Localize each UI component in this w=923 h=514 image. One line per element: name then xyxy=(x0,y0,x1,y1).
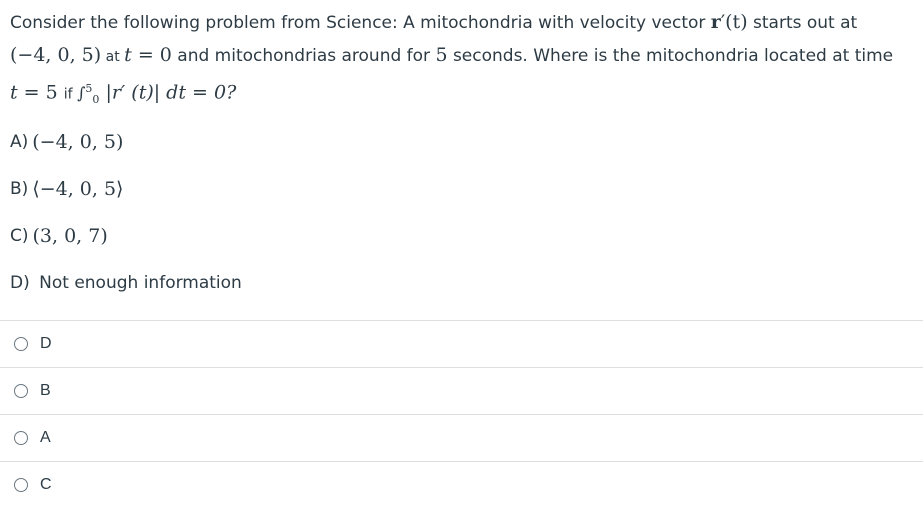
choice-a xyxy=(10,118,242,165)
answer-label: A xyxy=(40,429,51,446)
radio-button[interactable] xyxy=(14,431,28,445)
question-text xyxy=(10,6,915,116)
at-word: at xyxy=(101,49,125,65)
answer-option-a[interactable] xyxy=(0,414,923,461)
question-line1-end: starts out at xyxy=(747,13,858,33)
answer-label: D xyxy=(40,335,52,352)
radio-button[interactable] xyxy=(14,337,28,351)
integral-lower: 0 xyxy=(92,93,100,107)
radio-button[interactable] xyxy=(14,384,28,398)
choice-list xyxy=(10,118,242,306)
choice-d xyxy=(10,259,242,306)
answer-option-d[interactable] xyxy=(0,320,923,367)
choice-value: (−4, 0, 5) xyxy=(32,130,124,153)
prime: ′ xyxy=(720,11,726,33)
question-line-3 xyxy=(10,73,915,116)
var-t: t xyxy=(124,44,132,66)
choice-letter: B) xyxy=(10,178,29,199)
choice-value: (3, 0, 7) xyxy=(32,224,108,247)
seconds-number: 5 xyxy=(435,44,448,66)
radio-button[interactable] xyxy=(14,478,28,492)
question-line2-text2: seconds. Where is the mitochondria located at time xyxy=(447,46,894,66)
arg-t: (t) xyxy=(725,11,748,33)
var-t2: t xyxy=(10,81,18,104)
choice-c xyxy=(10,212,242,259)
choice-value: ⟨−4, 0, 5⟩ xyxy=(32,177,124,200)
answer-label: B xyxy=(40,382,51,399)
question-line-2 xyxy=(10,39,915,73)
start-point: (−4, 0, 5) xyxy=(10,44,102,66)
integral-upper: 5 xyxy=(85,82,93,95)
if-word: if xyxy=(63,86,78,103)
eq-zero: = 0 xyxy=(131,44,172,66)
choice-letter: D) xyxy=(10,272,30,293)
answer-label: C xyxy=(40,476,52,493)
integral-body: |r′ (t)| dt = 0? xyxy=(99,81,237,104)
choice-letter: A) xyxy=(10,131,29,152)
answer-option-b[interactable] xyxy=(0,367,923,414)
choice-b xyxy=(10,165,242,212)
question-line-1 xyxy=(10,6,915,39)
choice-letter: C) xyxy=(10,225,29,246)
eq-five: = 5 xyxy=(17,81,64,104)
answer-option-c[interactable] xyxy=(0,461,923,508)
vector-r: r xyxy=(710,11,721,33)
question-line2-text: and mitochondrias around for xyxy=(171,46,436,66)
choice-value: Not enough information xyxy=(39,272,242,293)
question-line1-text: Consider the following problem from Science: A mitochondria with velocity vector xyxy=(10,13,711,33)
integral-sign: ∫ xyxy=(77,83,86,103)
answer-options xyxy=(0,320,923,508)
